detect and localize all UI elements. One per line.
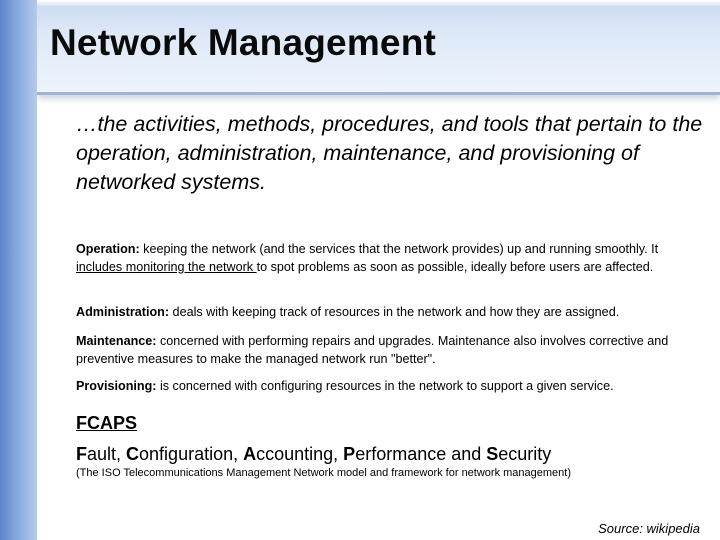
maintenance-text: concerned with performing repairs and upgrades. Maintenance also involves corrective and preventive measures to make the managed network run "better".: [76, 334, 669, 366]
left-accent-bar: [0, 0, 37, 540]
operation-term: Operation:: [76, 242, 140, 256]
operation-text-before: keeping the network (and the services that the network provides) up and running smoothly. It: [139, 242, 659, 256]
fcaps-heading: FCAPS: [76, 413, 138, 433]
fcaps-rest-c: onfiguration,: [139, 444, 244, 464]
provisioning-item: [76, 377, 701, 395]
provisioning-term: Provisioning:: [76, 379, 157, 393]
slide-title: Network Management: [50, 22, 437, 63]
administration-item: [76, 303, 701, 321]
title-frame-top: [0, 0, 720, 6]
fcaps-letter-a: A: [243, 444, 257, 464]
fcaps-letter-c: C: [126, 444, 140, 464]
fcaps-rest-f: ault,: [87, 444, 127, 464]
fcaps-note: (The ISO Telecommunications Management Network model and framework for network management): [76, 467, 572, 479]
fcaps-letter-s: S: [486, 444, 499, 464]
administration-term: Administration:: [76, 305, 170, 319]
maintenance-term: Maintenance:: [76, 334, 157, 348]
administration-text: deals with keeping track of resources in the network and how they are assigned.: [169, 305, 620, 319]
fcaps-letter-f: F: [76, 444, 87, 464]
fcaps-expansion: [76, 444, 551, 465]
definition-text: …the activities, methods, procedures, and tools that pertain to the operation, administration, maintenance, and provisioning of networked systems.: [76, 112, 703, 194]
fcaps-rest-a: ccounting,: [256, 444, 344, 464]
maintenance-item: [76, 332, 701, 368]
fcaps-letter-p: P: [343, 444, 356, 464]
operation-underlined-text: includes monitoring the network: [76, 260, 257, 274]
fcaps-rest-p: erformance and: [355, 444, 487, 464]
provisioning-text: is concerned with configuring resources in the network to support a given service.: [156, 379, 614, 393]
fcaps-rest-s: ecurity: [498, 444, 552, 464]
source-citation: Source: wikipedia: [598, 521, 700, 536]
operation-item: [76, 240, 701, 276]
operation-text-after: to spot problems as soon as possible, ideally before users are affected.: [256, 260, 654, 274]
